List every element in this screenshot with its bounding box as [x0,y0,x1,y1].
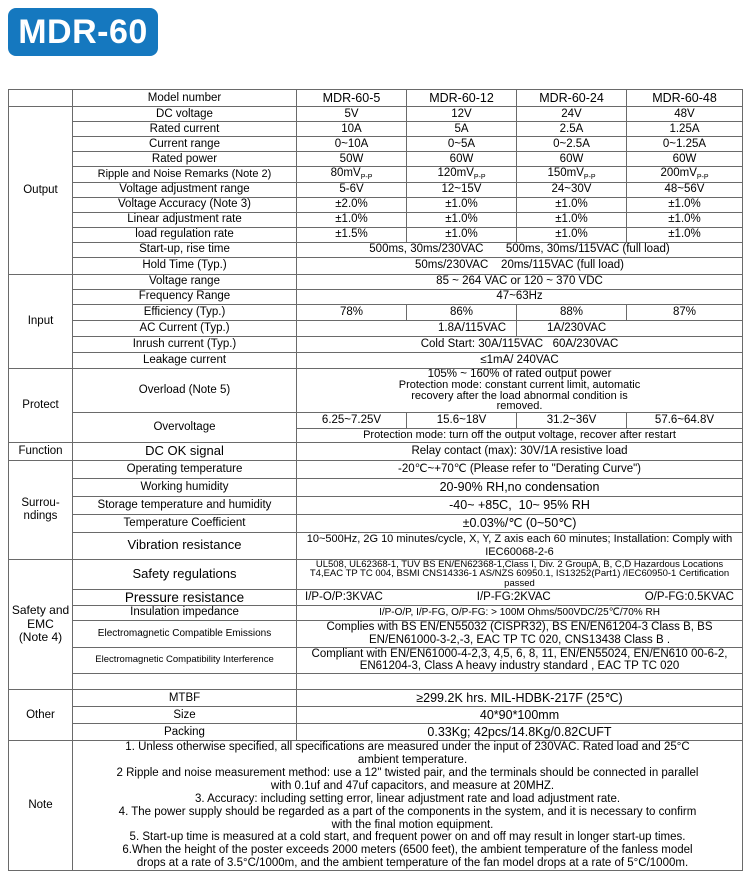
load-regulation-value: ±1.0% [627,227,743,242]
model-badge: MDR-60 [8,8,158,56]
table-row [9,741,743,871]
ripple-value [297,167,407,183]
linear-adjustment-value: ±1.0% [517,212,627,227]
inrush-current-value: Cold Start: 30A/115VAC 60A/230VAC [297,336,743,352]
frequency-range-label: Frequency Range [73,289,297,304]
table-row [9,212,743,227]
table-row [9,514,743,532]
hold-time-label: Hold Time (Typ.) [73,257,297,274]
safety-regulations-label: Safety regulations [73,559,297,589]
table-row [9,197,743,212]
rated-power-value: 60W [407,152,517,167]
table-row [9,90,743,107]
linear-adjustment-value: ±1.0% [627,212,743,227]
table-row [9,690,743,707]
pressure-resistance-values [297,589,743,605]
table-row [9,620,743,647]
storage-value: -40~ +85C, 10~ 95% RH [297,496,743,514]
dc-ok-value: Relay contact (max): 30V/1A resistive load [297,442,743,460]
category-input: Input [9,274,73,368]
model-number-label: Model number [73,90,297,107]
dc-voltage-value: 12V [407,107,517,122]
ripple-value [627,167,743,183]
note-line: 6.When the height of the poster exceeds 2000 meters (6500 feet), the ambient temperature of the fanless model [122,844,693,857]
packing-value: 0.33Kg; 42pcs/14.8Kg/0.82CUFT [297,724,743,741]
table-row [9,647,743,674]
table-row [9,137,743,152]
table-row [9,496,743,514]
ripple-label: Ripple and Noise Remarks (Note 2) [73,167,297,183]
rated-current-value: 2.5A [517,122,627,137]
category-note: Note [9,741,73,871]
voltage-adjustment-value: 12~15V [407,182,517,197]
current-range-value: 0~1.25A [627,137,743,152]
overload-mode: Protection mode: constant current limit, automatic recovery after the load abnormal condition is removed. [398,379,641,413]
table-row [9,368,743,412]
rated-current-value: 1.25A [627,122,743,137]
current-range-value: 0~5A [407,137,517,152]
voltage-accuracy-value: ±1.0% [517,197,627,212]
table-row [9,107,743,122]
rated-power-value: 60W [627,152,743,167]
ripple-number: 150mV [547,167,584,179]
overvoltage-value: 57.6~64.8V [627,412,743,428]
vibration-label: Vibration resistance [73,532,297,559]
ripple-unit: P-P [696,174,709,181]
overvoltage-value: 6.25~7.25V [297,412,407,428]
voltage-accuracy-label: Voltage Accuracy (Note 3) [73,197,297,212]
table-row [9,152,743,167]
voltage-adjustment-value: 48~56V [627,182,743,197]
safety-blank [73,674,297,690]
note-line: 3. Accuracy: including setting error, linear adjustment rate and load adjustment rate. [194,792,621,805]
insulation-impedance-value: I/P-O/P, I/P-FG, O/P-FG: > 100M Ohms/500VDC/25℃/70% RH [297,605,743,620]
table-row [9,724,743,741]
ripple-unit: P-P [583,174,596,181]
ripple-value [407,167,517,183]
note-line: with 0.1uf and 47uf capacitors, and measure at 20MHZ. [270,779,555,792]
table-row [9,605,743,620]
header-corner [9,90,73,107]
table-row [9,707,743,724]
mtbf-value: ≥299.2K hrs. MIL-HDBK-217F (25℃) [297,690,743,707]
frequency-range-value: 47~63Hz [297,289,743,304]
table-row [9,352,743,368]
ripple-unit: P-P [360,174,373,181]
overvoltage-mode: Protection mode: turn off the output voltage, recover after restart [297,428,743,442]
rated-power-value: 50W [297,152,407,167]
ac-current-label: AC Current (Typ.) [73,320,297,336]
ripple-value [517,167,627,183]
startup-label: Start-up, rise time [73,242,297,257]
mtbf-label: MTBF [73,690,297,707]
leakage-current-label: Leakage current [73,352,297,368]
interference-label: Electromagnetic Compatibility Interference [73,647,297,674]
table-row [9,182,743,197]
table-row [9,442,743,460]
load-regulation-value: ±1.0% [517,227,627,242]
table-row [9,589,743,605]
model-col-3: MDR-60-24 [517,90,627,107]
overload-value [297,368,743,412]
note-line: ambient temperature. [357,754,468,767]
dc-voltage-label: DC voltage [73,107,297,122]
voltage-adjustment-value: 24~30V [517,182,627,197]
temperature-coefficient-value: ±0.03%/℃ (0~50℃) [297,514,743,532]
table-row [9,257,743,274]
note-line: 4. The power supply should be regarded as a part of the components in the system, and it is necessary to confirm [118,805,697,818]
rated-current-value: 5A [407,122,517,137]
table-row [9,320,743,336]
note-line: 5. Start-up time is measured at a cold start, and frequent power on and off may result in longer start-up times. [129,831,686,844]
ac-current-value-230: 1A/230VAC [517,320,743,336]
table-row [9,412,743,428]
emissions-label: Electromagnetic Compatible Emissions [73,620,297,647]
size-value: 40*90*100mm [297,707,743,724]
emissions-value: Complies with BS EN/EN55032 (CISPR32), BS EN/EN61204-3 Class B, BS EN/EN61000-3-2,-3, EAC TP TC 020, CNS13438 Class B . [297,620,743,647]
leakage-current-value: ≤1mA/ 240VAC [297,352,743,368]
pressure-resistance-label: Pressure resistance [73,589,297,605]
safety-blank-value [297,674,743,690]
rated-power-value: 60W [517,152,627,167]
category-surroundings: Surrou- ndings [9,460,73,559]
overvoltage-value: 31.2~36V [517,412,627,428]
voltage-accuracy-value: ±1.0% [407,197,517,212]
efficiency-value: 87% [627,304,743,320]
overvoltage-value: 15.6~18V [407,412,517,428]
table-row [9,478,743,496]
table-row [9,336,743,352]
note-line: drops at a rate of 3.5°C/1000m, and the ambient temperature of the fan model drops at a rate of 5°C/1000m. [136,857,689,870]
linear-adjustment-value: ±1.0% [407,212,517,227]
rated-current-label: Rated current [73,122,297,137]
table-row [9,274,743,289]
category-safety-emc: Safety and EMC (Note 4) [9,559,73,690]
operating-temperature-value: -20℃~+70℃ (Please refer to "Derating Curve") [297,460,743,478]
category-other: Other [9,690,73,741]
dc-voltage-value: 48V [627,107,743,122]
load-regulation-value: ±1.0% [407,227,517,242]
notes-block [73,741,743,871]
pressure-ifg: I/P-FG:2KVAC [476,590,551,603]
voltage-range-label: Voltage range [73,274,297,289]
load-regulation-label: load regulation rate [73,227,297,242]
storage-label: Storage temperature and humidity [73,496,297,514]
packing-label: Packing [73,724,297,741]
temperature-coefficient-label: Temperature Coefficient [73,514,297,532]
voltage-range-value: 85 ~ 264 VAC or 120 ~ 370 VDC [297,274,743,289]
pressure-io: I/P-O/P:3KVAC [305,590,383,603]
current-range-value: 0~10A [297,137,407,152]
table-row [9,532,743,559]
startup-value: 500ms, 30ms/230VAC 500ms, 30ms/115VAC (full load) [297,242,743,257]
efficiency-label: Efficiency (Typ.) [73,304,297,320]
category-function: Function [9,442,73,460]
current-range-label: Current range [73,137,297,152]
safety-regulations-value: UL508, UL62368-1, TUV BS EN/EN62368-1,Class I, Div. 2 GroupA, B, C,D Hazardous Locations T4,EAC TP TC 004, BSMI CNS14336-1 AS/NZS 60950.1, IS13252(Part1) /IEC60950-1 Certification passed [297,559,743,589]
efficiency-value: 86% [407,304,517,320]
overvoltage-label: Overvoltage [73,412,297,442]
note-line: 1. Unless otherwise specified, all specifications are measured under the input of 230VAC. Rated load and 25°C [125,741,690,754]
table-row [9,242,743,257]
overload-label: Overload (Note 5) [73,368,297,412]
model-col-2: MDR-60-12 [407,90,517,107]
rated-power-label: Rated power [73,152,297,167]
voltage-accuracy-value: ±1.0% [627,197,743,212]
table-row [9,304,743,320]
humidity-value: 20-90% RH,no condensation [297,478,743,496]
interference-value: Compliant with EN/EN61000-4-2,3, 4,5, 6, 8, 11, EN/EN55024, EN/EN610 00-6-2, EN61204-3, Class A heavy industry standard , EAC TP TC 020 [297,647,743,674]
table-row [9,122,743,137]
efficiency-value: 88% [517,304,627,320]
voltage-accuracy-value: ±2.0% [297,197,407,212]
humidity-label: Working humidity [73,478,297,496]
linear-adjustment-value: ±1.0% [297,212,407,227]
voltage-adjustment-value: 5-6V [297,182,407,197]
spec-table [8,89,743,871]
load-regulation-value: ±1.5% [297,227,407,242]
size-label: Size [73,707,297,724]
vibration-value: 10~500Hz, 2G 10 minutes/cycle, X, Y, Z axis each 60 minutes; Installation: Comply with IEC60068-2-6 [297,532,743,559]
efficiency-value: 78% [297,304,407,320]
note-line: 2 Ripple and noise measurement method: use a 12" twisted pair, and the terminals should be connected in parallel [116,767,699,779]
table-row [9,460,743,478]
dc-voltage-value: 5V [297,107,407,122]
inrush-current-label: Inrush current (Typ.) [73,336,297,352]
dc-voltage-value: 24V [517,107,627,122]
table-row [9,227,743,242]
rated-current-value: 10A [297,122,407,137]
hold-time-value: 50ms/230VAC 20ms/115VAC (full load) [297,257,743,274]
ripple-number: 80mV [330,167,361,179]
model-col-1: MDR-60-5 [297,90,407,107]
dc-ok-label: DC OK signal [73,442,297,460]
category-output: Output [9,107,73,275]
table-row [9,289,743,304]
table-row [9,167,743,183]
note-line: with the final motion equipment. [331,818,494,831]
table-row [9,559,743,589]
model-col-4: MDR-60-48 [627,90,743,107]
operating-temperature-label: Operating temperature [73,460,297,478]
pressure-ofg: O/P-FG:0.5KVAC [644,590,734,603]
insulation-impedance-label: Insulation impedance [73,605,297,620]
ripple-number: 120mV [437,167,474,179]
overload-range: 105% ~ 160% of rated output power [427,368,612,380]
linear-adjustment-label: Linear adjustment rate [73,212,297,227]
ac-current-value-115: 1.8A/115VAC [297,320,517,336]
current-range-value: 0~2.5A [517,137,627,152]
ripple-unit: P-P [473,174,486,181]
category-protect: Protect [9,368,73,442]
table-row [9,674,743,690]
voltage-adjustment-label: Voltage adjustment range [73,182,297,197]
ripple-number: 200mV [660,167,697,179]
